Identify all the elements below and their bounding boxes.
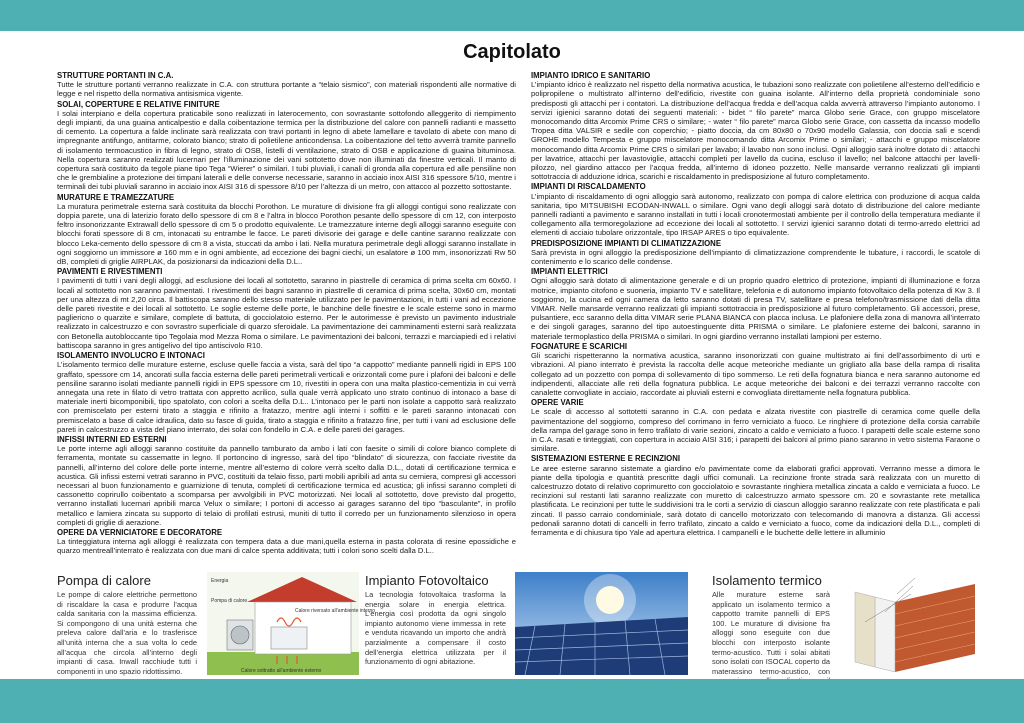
feature-title-isolamento: Isolamento termico [712, 573, 822, 588]
feature-title-fotovoltaico: Impianto Fotovoltaico [365, 573, 489, 588]
section-text: Ogni alloggio sarà dotato di alimentazione generale e di un proprio quadro elettrico di protezione, impianti di illuminazione e forza motrice, impianto citofono e suoneria, impianto TV e satellitare, telefonia e di autonomo impianto fotovoltaico della potenza di Kw 3. Il soggiorno, la cucina ed ogni camera da letto saranno dotati di presa TV, satellitare e presa telefono/trasmissione dati della ditta VIMAR. Nelle mansarde verranno realizzati gli impianti sottotraccia in predisposizione al futuro completamento. Gli accessori, prese, pulsantiere, ecc saranno della ditta VIMAR serie PLANA BIANCA con placca inclusa. Le plafoniere della zona di manovra all’interrato e dei singoli garages, saranno del tipo autoestinguente ditta PRISMA o similare. Le plafoniere esterne dei balconi, saranno in materiale termoplastico della PRISMA o similari. In ogni giardino verranno installati lampioni per esterno. [531, 276, 980, 341]
section-heading: PAVIMENTI E RIVESTIMENTI [57, 267, 163, 277]
section-heading: OPERE VARIE [531, 398, 584, 408]
page-title: Capitolato [463, 41, 561, 63]
section-text: L’isolamento termico delle murature esterne, escluse quelle faccia a vista, sarà del tipo “a cappotto” mediante pannelli rigidi in EPS 100 graffato, spessore cm 14, ancorati sulla faccia esterna delle pareti perimetrali verticali e orizzontali come pure i plafoni dei balconi e delle pensiline saranno isolati mediante pannelli rigidi in EPS spessore cm 10, rivestiti in opera con una malta plastico-cementizia in cui verrà annegata una rete in filato di vetro trattata con appretto acrilico, sulla quale verrà applicato uno strato continuo di intonaco a base di materiale inerti bicomponibili, tipo spatolato, con colori a scelta della D.L.. L’intonaco per le parti non isolate a cappotto sarà realizzato con premiscelato per esterni tirato a staggia e rifinito a fratazzo, mentre agli interni i soffitti e le pareti saranno intonacati con premiscelato a base di calce idraulica, dato su fasce di guida, tirato a staggia e rifinito a fratazzo fine, per tutti i vani ad esclusione delle pareti in calcestruzzo a vista del piano interrato, dei solai con fondello in C.A. e delle pareti dei garages. [57, 360, 516, 434]
right-section [531, 342, 980, 397]
diagram-label-pompa: Pompa di calore [211, 598, 248, 604]
feature-title-pompa: Pompa di calore [57, 573, 151, 588]
right-section [531, 239, 980, 267]
section-heading: INFISSI INTERNI ED ESTERNI [57, 434, 167, 444]
solar-panels-photo [515, 572, 688, 675]
section-text: I pavimenti di tutti i vani degli alloggi, ad esclusione dei locali al sottotetto, saranno in piastrelle di ceramica di prima scelta cm 60x60. I locali al sottotetto non saranno pavimentati. I rivestimenti dei bagni saranno in piastrelle di ceramica di prima scelta, 30x60 cm, montati per una altezza di mt 2,20 circa. Il battiscopa saranno dello stesso materiale utilizzato per le pavimentazioni, in tutti i vani ad eccezione delle pareti rivestite e dei locali al sottotetto. Le soglie esterne delle porte, le banchine delle finestre e le scale esterne sono in marmo pagliericno o quarzite e similare, complete di battuta, di gocciolatoio esterno. Per le autorimesse è previsto un pavimento industriale realizzato in calcestruzzo e con sovrastro superficiale di quarzo sferoidale. La pavimentazione dei camminamenti esterni sarà realizzata con Betonella autobloccante tipo Tegolaia mod Mezza Roma o similare. Le pavimentazioni dei balconi, terrazzi e marciapiedi ed i relativi battiscopa saranno in gres antigelivo del tipo antiscivolo R10. [57, 276, 516, 350]
left-section [57, 100, 516, 192]
top-band [0, 0, 1024, 31]
right-section [531, 398, 980, 453]
left-section [57, 193, 516, 267]
section-heading: ISOLAMENTO INVOLUCRO E INTONACI [57, 351, 205, 361]
section-text: Le aree esterne saranno sistemate a giardino e/o pavimentate come da elaborati grafici approvati. Verranno messe a dimora le piante della tipologia e quantità prescritte dagli uffici comunali. La recinzione fronte strada sarà realizzata con un muretto di calcestruzzo dotato di relativo coprimuretto con gocciolatoio e sovrastante ringhiera metallica zincata a caldo e verniciata a fuoco. Le recinzioni sul restanti lati saranno realizzate con muretto di calcestruzzo armato spessore cm. 20 e sovrastante rete metallica plastificata. Le recinzioni per tutte le suddivisioni tra le corti a servizio di ciascun alloggio saranno realizzate con rete plastificata e pali zincati. Il passo carraio condominiale, sarà dotato di cancello motorizzato con telecomando di manovra a distanza. Gli accessi pedonali saranno dotati di cancelli in ferro trafilato, zincato a caldo e verniciato a fuoco, come da indicazioni della D.L., completi di ferramenta e di chiusura tipo Yale ad apertura elettrica. I campanelli e le buchette delle lettere in alluminio [531, 463, 980, 537]
section-heading: FOGNATURE E SCARICHI [531, 341, 628, 351]
feature-text-fotovoltaico: La tecnologia fotovoltaica trasforma la energia solare in energia elettrica. L’energia così prodotta da ogni singolo impianto autonomo viene immessa in rete e venduta ricavando un importo che andrà parzialmente a compensare il costo dell’energia elettrica utilizzata per il funzionamento di ogni abitazione. [365, 590, 506, 667]
section-heading: IMPIANTI DI RISCALDAMENTO [531, 182, 646, 192]
section-heading: SISTEMAZIONI ESTERNE E RECINZIONI [531, 454, 681, 464]
right-column [531, 70, 980, 568]
section-text: La muratura perimetrale esterna sarà costituita da blocchi Porothon. Le murature di divisione fra gli alloggi contigui sono realizzate con doppia parete, una di laterizio forato dello spessore di cm 8 e l’altra in blocco Porothon pesante dello spessore di cm 12, con interposto feltro insonorizzante Extrawall dello spessore di cm 5 o prodotto equivalente. Le tramezzature interne degli alloggi saranno eseguite con blocchi forati spessore di 8 cm, intonacati su entrambe le facce. Le pareti divisorie dei garage e delle cantine saranno realizzate con blocco Leka-cemento dello spessore di cm 8 a vista, stuccati da ambo i lati. Nella muratura perimetrale degli alloggi saranno installate in ogni soggiorno un immissore ø 160 mm e in ogni ambiente, ad eccezione dei bagni ciechi, un esalatore ø 100 mm, insonorizzati Rw 50 dB, completi di griglie AIRPLAK, da posizionarsi da indicazioni della D.L.. [57, 201, 516, 267]
section-text: I solai interpiano e della copertura praticabile sono realizzati in laterocemento, con sovrastante sottofondo alleggerito di riempimento degli impianti, da una guaina anticalpestio e dalla coibentazione termica per la distribuzione del calore con pannelli radianti e massetto di cemento. La copertura a falde inclinate sarà realizzata con travi portanti in legno di abete lamellare e tavolato di abete con mano di impregnante antifungo, antitarme, colorato bianco; strato di polietilene anticondensa. La coibentazione del tetto avverrà tramite pannello di isolamento termoacustico in fibra di legno, strato di OSB, listelli di ventilazione, strato di OSB e applicazione di guaina bituminosa. Nella copertura saranno realizzati lucernari per l’illuminazione dei vani sottotetto dove non illuminati da finestre verticali. Il manto di copertura sarà costituito da tegole piane tipo Tega “Wierer” o similari. I tubi pluviali, i canali di gronda alla copertura ed alle pensiline non che le grembialine a protezione dei timpani laterali e delle converse necessarie, saranno in acciaio inox AISI 316 spessore 5/10, mentre i terminali dei tubi pluviali saranno in acciaio inox AISI 316 di spessore 8/10 per l’altezza di un metro, con attacco al pozzetto sottostante. [57, 108, 516, 192]
section-heading: MURATURE E TRAMEZZATURE [57, 192, 175, 202]
section-heading: SOLAI, COPERTURE E RELATIVE FINITURE [57, 99, 220, 109]
feature-text-pompa: Le pompe di calore elettriche permettono di riscaldare la casa e produrre l’acqua calda sanitaria con la massima efficienza. Si compongono di una unità esterna che preleva calore dall’aria e lo trasferisce all’unità interna che a sua volta lo cede all’acqua che circola all’interno degli impianti di casa. Inwall racchiude tutti i componenti in uno spazio ridottissimo. [57, 590, 197, 676]
section-text: Sarà prevista in ogni alloggio la predisposizione dell’impianto di climatizzazione comprendente le tubature, i raccordi, le scatole di contenimento e lo scarico delle condense. [531, 247, 980, 267]
section-heading: IMPIANTI ELETTRICI [531, 267, 608, 277]
diagram-label-energia: Energia [211, 578, 229, 584]
right-section [531, 71, 980, 181]
section-text: Gli scarichi rispetteranno la normativa acustica, saranno insonorizzati con guaine multistrato ai fini dell’assorbimento di urti e vibrazioni. Al piano interrato è prevista la raccolta delle acque meteoriche mediante un grigliato alla base della rampa di risalita collegato ad un pozzetto con pompa di sollevamento di tipo sommerso. Le reti della fognatura bianca e nera saranno autonome ed indipendenti, allacciate alle reti della fognatura pubblica. Le acque meteoriche dei balconi e dei terrazzi verranno raccolte con canalette convogliate in acciaio, raccordate ai pluviali esterni e convogliata direttamente nella fognatura pubblica. [531, 351, 980, 397]
section-heading: STRUTTURE PORTANTI IN C.A. [57, 71, 174, 80]
section-text: Le porte interne agli alloggi saranno costituite da pannello tamburato da ambo i lati con faesite o simili di colore bianco complete di ferramenta, montate su cassematte in legno. Il portoncino di ingresso, sarà del tipo “blindato” di sicurezza, con facciate rivestite da pannelli, all’interno del colore delle porte interne, mentre all’esterno di colore verrà scelto dalla D.L., dotati di certificazione termica e acustica. Gli infissi esterni vetrati saranno in PVC, costituiti da telaio fisso, parti mobili apribili ad anta su cerniera, compresi gli accessori necessari al buon funzionamento e guarnizione di tenuta, completi di certificazione termica ed acustica; gli infissi saranno completi di cassonetto coprirullo coibentato a scomparsa per avvolgibili in PVC motorizzati. Nei locali al sottotetto, dove previsto dal progetto, verranno installati lucernari apribili marca Velux o similare; I portoni di accesso ai garages saranno del tipo “basculante”, in profilo metallico e lamiera zincata su supporto di telaio di profilati estrusi, muniti di tutto il corredo per un funzionamento silenzioso in opera completi di griglie di aerazione. [57, 444, 516, 527]
diagram-label-calore-sottratto: Calore sottratto all’ambiente esterno [241, 668, 322, 674]
left-section [57, 528, 516, 556]
section-text: L’impianto idrico è realizzato nel rispetto della normativa acustica, le tubazioni sono realizzate con polietilene all’esterno dell’edificio e polipropilene o multistrato all’interno dell’edificio, rivestite con guaina isolante. All’interno della proprietà condominiale sono predisposti gli attacchi per i contatori. La distribuzione dell’acqua fredda e dell’acqua calda avverrà attraverso l’impianto autonomo. I servizi igienici saranno dotati dei seguenti materiali: - bidet “ filo parete” marca Globo serie Grace, con gruppo miscelatore monocomando ditta Arcomix Prime CRS o similare; - water “ filo parete” marca Globo serie Grace, con cassetta da incasso modello Tropea ditta VALSIR e sedile con coperchio; - piatto doccia, da cm 80x80 o 70x90 modello Galassia, con doccia sali e scendi GROHE modello Tempesta e gruppo miscelatore monocomando ditta Arcomix Prime o similari; - attacchi e gruppo miscelatore monocomando ditta Arcomix Prime CRS o similari per lavabo; il lavabo non sono inclusi. Ogni alloggio sarà inoltre dotato di : attacchi per lavatrice, attacchi per lavastoviglie, attacchi completi per lavello da cucina, escluso il lavello; nel balcone attacchi per lavelli-pilozzo, nel giardino attacco per l’acqua fredda, all’interno di idoneo pozzetto. Nelle mansarde verranno realizzati gli impianti sottotraccia di adduzione idrica, scarichi e riscaldamento in predisposizione al futuro completamento. [531, 80, 980, 182]
right-section [531, 182, 980, 237]
right-section [531, 454, 980, 537]
left-column [57, 70, 516, 568]
section-text: Le scale di accesso al sottotetti saranno in C.A. con pedata e alzata rivestite con piastrelle di ceramica come quelle della pavimentazione del soggiorno, compreso del corrimano in ferro verniciato a fuoco. Le ringhiere di protezione della corsia carrabile della rampa del garage sono in ferro trafilato di varie sezioni, zincato a caldo e verniciato a fuoco. I parapetti delle scale esterne sono in C.A. rasati e tinteggiati, con copertura in acciaio AISI 316; i parapetti dei balconi al primo piano saranno in vetro sistema Faraone o similare. [531, 407, 980, 454]
insulation-wall-illustration [835, 572, 980, 675]
left-section [57, 71, 516, 99]
left-section [57, 351, 516, 434]
left-section [57, 435, 516, 527]
section-text: La tinteggiatura interna agli alloggi è realizzata con tempera data a due mani,quella esterna in pasta colorata di resine epossidiche e quarzo mentreall’interrato è realizzata con due mani di calce spenta additivata; tutti i colori sono scelti dalla D.L.. [57, 537, 516, 556]
heat-pump-diagram [207, 572, 376, 675]
section-text: L’impianto di riscaldamento di ogni alloggio sarà autonomo, realizzato con pompa di calore elettrica con produzione di acqua calda sanitaria, tipo MITSUBISHI ECODAN-INWALL o similare. Ogni vano degli alloggi sarà dotato di distribuzione del calore mediante pannelli radianti a pavimento e saranno installati in tutti i locali cronotermostati ambiente per il controllo della temperatura mediante il collegamento alla termoregolazione ad eccezione dei locali al sottotetto. I servizi igienici saranno dotati di termo-arredo elettrici ad elementi di acciaio tubolare orizzontale, tipo IRSAP ARES o tipo equivalente. [531, 191, 980, 238]
right-section [531, 267, 980, 341]
section-heading: PREDISPOSIZIONE IMPIANTI DI CLIMATIZZAZIONE [531, 238, 722, 248]
bottom-band [0, 679, 1024, 723]
section-heading: IMPIANTO IDRICO E SANITARIO [531, 71, 651, 80]
section-heading: OPERE DA VERNICIATORE E DECORATORE [57, 527, 223, 537]
left-section [57, 267, 516, 350]
diagram-label-calore-riversato: Calore riversato all’ambiente interno [295, 608, 376, 614]
section-text: Tutte le strutture portanti verranno realizzate in C.A. con struttura portante a “telaio sismico”, con materiali rispondenti alle normative di legge e nel rispetto della normativa antisismica vigente. [57, 80, 516, 99]
feature-text-isolamento: Alle murature esterne sarà applicato un isolamento termico a cappotto tramite pannelli di EPS 100. Le murature di divisione fra alloggi sono eseguite con due blocchi con interposto isolante termo-acustico. Tutti i solai abitati sono isolati con ISOCAL coperto da materassino termo-acustico, con [712, 590, 830, 676]
